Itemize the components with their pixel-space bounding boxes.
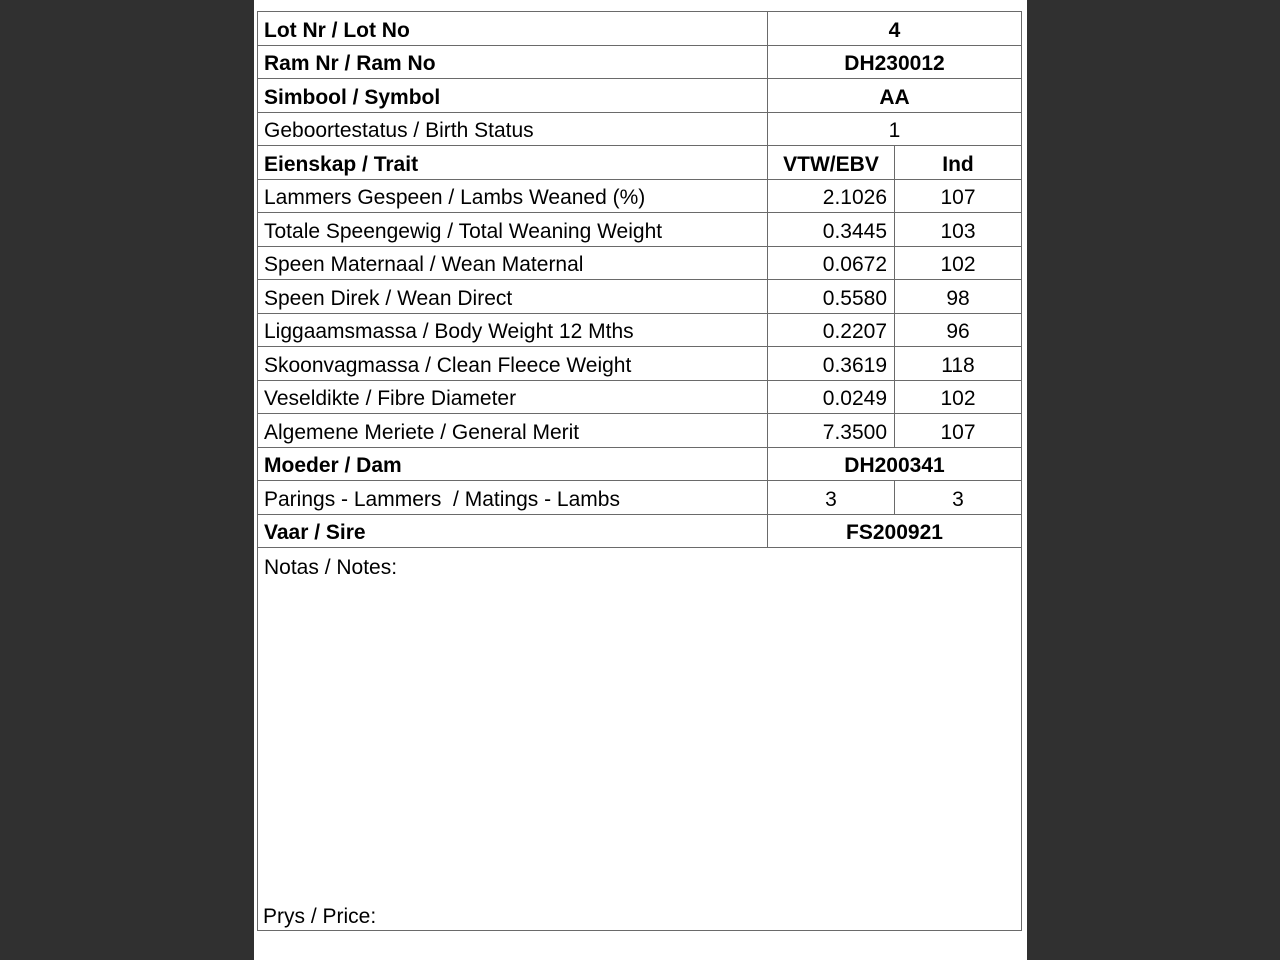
trait-header-label: Eienskap / Trait: [258, 146, 768, 180]
trait-ebv: 0.0672: [768, 246, 895, 280]
dam-label: Moeder / Dam: [258, 447, 768, 481]
notes-area: [258, 548, 1022, 931]
trait-name: Speen Direk / Wean Direct: [258, 280, 768, 314]
trait-name: Skoonvagmassa / Clean Fleece Weight: [258, 347, 768, 381]
trait-row: [258, 179, 1022, 213]
birth-status-label: Geboortestatus / Birth Status: [258, 112, 768, 146]
trait-row: [258, 380, 1022, 414]
trait-row: [258, 347, 1022, 381]
trait-ind: 118: [895, 347, 1022, 381]
trait-ebv: 0.5580: [768, 280, 895, 314]
symbol-value: AA: [768, 79, 1022, 113]
matings-row: [258, 481, 1022, 515]
symbol-label: Simbool / Symbol: [258, 79, 768, 113]
lot-sheet: [254, 0, 1027, 960]
ebv-column-header: VTW/EBV: [768, 146, 895, 180]
trait-ebv: 0.0249: [768, 380, 895, 414]
notes-row: [258, 548, 1022, 931]
trait-name: Algemene Meriete / General Merit: [258, 414, 768, 448]
birth-status-value: 1: [768, 112, 1022, 146]
trait-ebv: 2.1026: [768, 179, 895, 213]
trait-ind: 107: [895, 179, 1022, 213]
trait-ind: 107: [895, 414, 1022, 448]
sire-label: Vaar / Sire: [258, 514, 768, 548]
symbol-row: [258, 79, 1022, 113]
trait-ebv: 0.2207: [768, 313, 895, 347]
ram-value: DH230012: [768, 45, 1022, 79]
trait-row: [258, 280, 1022, 314]
trait-ebv: 7.3500: [768, 414, 895, 448]
trait-row: [258, 246, 1022, 280]
trait-name: Lammers Gespeen / Lambs Weaned (%): [258, 179, 768, 213]
trait-name: Speen Maternaal / Wean Maternal: [258, 246, 768, 280]
ram-label: Ram Nr / Ram No: [258, 45, 768, 79]
ram-row: [258, 45, 1022, 79]
trait-row: [258, 414, 1022, 448]
trait-ind: 102: [895, 246, 1022, 280]
lot-row: [258, 12, 1022, 46]
trait-header-row: [258, 146, 1022, 180]
trait-ind: 103: [895, 213, 1022, 247]
trait-row: [258, 213, 1022, 247]
matings-value: 3: [768, 481, 895, 515]
dam-row: [258, 447, 1022, 481]
sire-row: [258, 514, 1022, 548]
trait-row: [258, 313, 1022, 347]
trait-name: Liggaamsmassa / Body Weight 12 Mths: [258, 313, 768, 347]
trait-ind: 102: [895, 380, 1022, 414]
trait-ind: 98: [895, 280, 1022, 314]
trait-ind: 96: [895, 313, 1022, 347]
lot-value: 4: [768, 12, 1022, 46]
ind-column-header: Ind: [895, 146, 1022, 180]
lambs-value: 3: [895, 481, 1022, 515]
lot-label: Lot Nr / Lot No: [258, 12, 768, 46]
trait-ebv: 0.3619: [768, 347, 895, 381]
lot-table: [257, 11, 1022, 931]
dam-value: DH200341: [768, 447, 1022, 481]
notes-label: Notas / Notes:: [264, 556, 398, 579]
trait-ebv: 0.3445: [768, 213, 895, 247]
birth-status-row: [258, 112, 1022, 146]
matings-label: Parings - Lammers / Matings - Lambs: [258, 481, 768, 515]
trait-name: Veseldikte / Fibre Diameter: [258, 380, 768, 414]
sire-value: FS200921: [768, 514, 1022, 548]
trait-name: Totale Speengewig / Total Weaning Weight: [258, 213, 768, 247]
price-label: Prys / Price:: [263, 905, 377, 928]
